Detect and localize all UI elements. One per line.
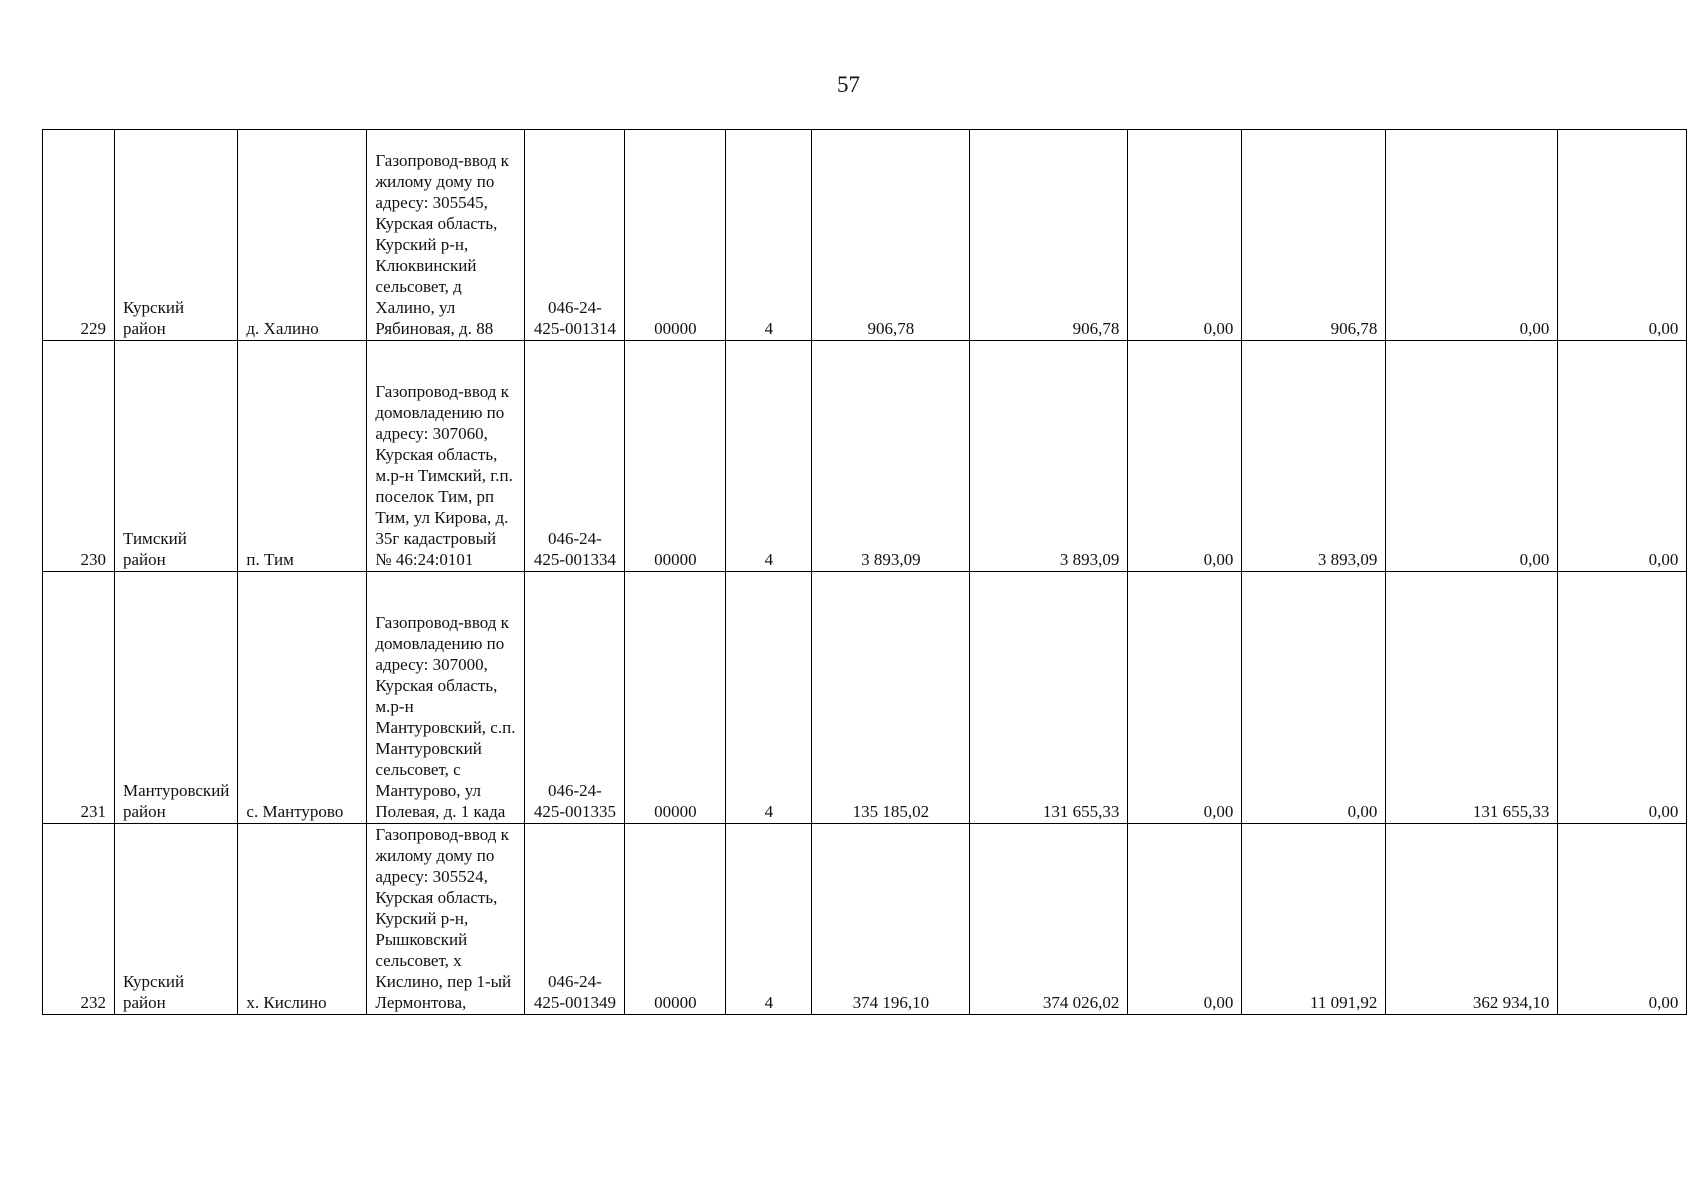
- zeros-code-cell: 00000: [625, 572, 726, 824]
- settlement-cell: д. Халино: [238, 130, 367, 341]
- sum-4-cell: 11 091,92: [1242, 824, 1386, 1015]
- sum-2-cell: 374 026,02: [970, 824, 1128, 1015]
- sum-2-cell: 3 893,09: [970, 341, 1128, 572]
- sum-total-cell: 3 893,09: [812, 341, 970, 572]
- data-table: [42, 129, 1687, 1015]
- object-description-cell: Газопровод-ввод к жилому дому по адресу: 305524, Курская область, Курский р-н, Рышковский сельсовет, х Кислино, пер 1-ый Лермонтова,: [367, 824, 525, 1015]
- table-row: [43, 824, 1687, 1015]
- sum-6-cell: 0,00: [1558, 341, 1687, 572]
- object-description-cell: Газопровод-ввод к домовладению по адресу: 307060, Курская область, м.р-н Тимский, г.п. поселок Тим, рп Тим, ул Кирова, д. 35г кадастровый № 46:24:0101: [367, 341, 525, 572]
- sum-3-cell: 0,00: [1128, 824, 1242, 1015]
- district-cell: Мантуровский район: [115, 572, 238, 824]
- zeros-code-cell: 00000: [625, 824, 726, 1015]
- sum-6-cell: 0,00: [1558, 130, 1687, 341]
- object-code-cell: 046-24-425-001335: [525, 572, 625, 824]
- category-cell: 4: [726, 824, 812, 1015]
- sum-6-cell: 0,00: [1558, 572, 1687, 824]
- sum-total-cell: 906,78: [812, 130, 970, 341]
- object-code-cell: 046-24-425-001314: [525, 130, 625, 341]
- category-cell: 4: [726, 341, 812, 572]
- sum-4-cell: 3 893,09: [1242, 341, 1386, 572]
- district-cell: Курский район: [115, 130, 238, 341]
- object-code-cell: 046-24-425-001334: [525, 341, 625, 572]
- object-description-cell: Газопровод-ввод к домовладению по адресу: 307000, Курская область, м.р-н Мантуровский, с.п. Мантуровский сельсовет, с Мантурово, ул Полевая, д. 1 када: [367, 572, 525, 824]
- settlement-cell: п. Тим: [238, 341, 367, 572]
- table-row: [43, 130, 1687, 341]
- row-index: 232: [43, 824, 115, 1015]
- sum-2-cell: 906,78: [970, 130, 1128, 341]
- table-row: [43, 341, 1687, 572]
- category-cell: 4: [726, 572, 812, 824]
- sum-5-cell: 362 934,10: [1386, 824, 1558, 1015]
- sum-4-cell: 906,78: [1242, 130, 1386, 341]
- settlement-cell: х. Кислино: [238, 824, 367, 1015]
- district-cell: Тимский район: [115, 341, 238, 572]
- table-row: [43, 572, 1687, 824]
- row-index: 230: [43, 341, 115, 572]
- sum-total-cell: 374 196,10: [812, 824, 970, 1015]
- zeros-code-cell: 00000: [625, 341, 726, 572]
- sum-5-cell: 0,00: [1386, 130, 1558, 341]
- district-cell: Курский район: [115, 824, 238, 1015]
- sum-5-cell: 131 655,33: [1386, 572, 1558, 824]
- sum-total-cell: 135 185,02: [812, 572, 970, 824]
- sum-3-cell: 0,00: [1128, 130, 1242, 341]
- sum-4-cell: 0,00: [1242, 572, 1386, 824]
- object-description-cell: Газопровод-ввод к жилому дому по адресу: 305545, Курская область, Курский р-н, Клюквинский сельсовет, д Халино, ул Рябиновая, д. 88: [367, 130, 525, 341]
- settlement-cell: с. Мантурово: [238, 572, 367, 824]
- page-number: 57: [837, 72, 860, 97]
- category-cell: 4: [726, 130, 812, 341]
- sum-2-cell: 131 655,33: [970, 572, 1128, 824]
- sum-3-cell: 0,00: [1128, 341, 1242, 572]
- object-code-cell: 046-24-425-001349: [525, 824, 625, 1015]
- sum-5-cell: 0,00: [1386, 341, 1558, 572]
- row-index: 231: [43, 572, 115, 824]
- zeros-code-cell: 00000: [625, 130, 726, 341]
- sum-3-cell: 0,00: [1128, 572, 1242, 824]
- row-index: 229: [43, 130, 115, 341]
- sum-6-cell: 0,00: [1558, 824, 1687, 1015]
